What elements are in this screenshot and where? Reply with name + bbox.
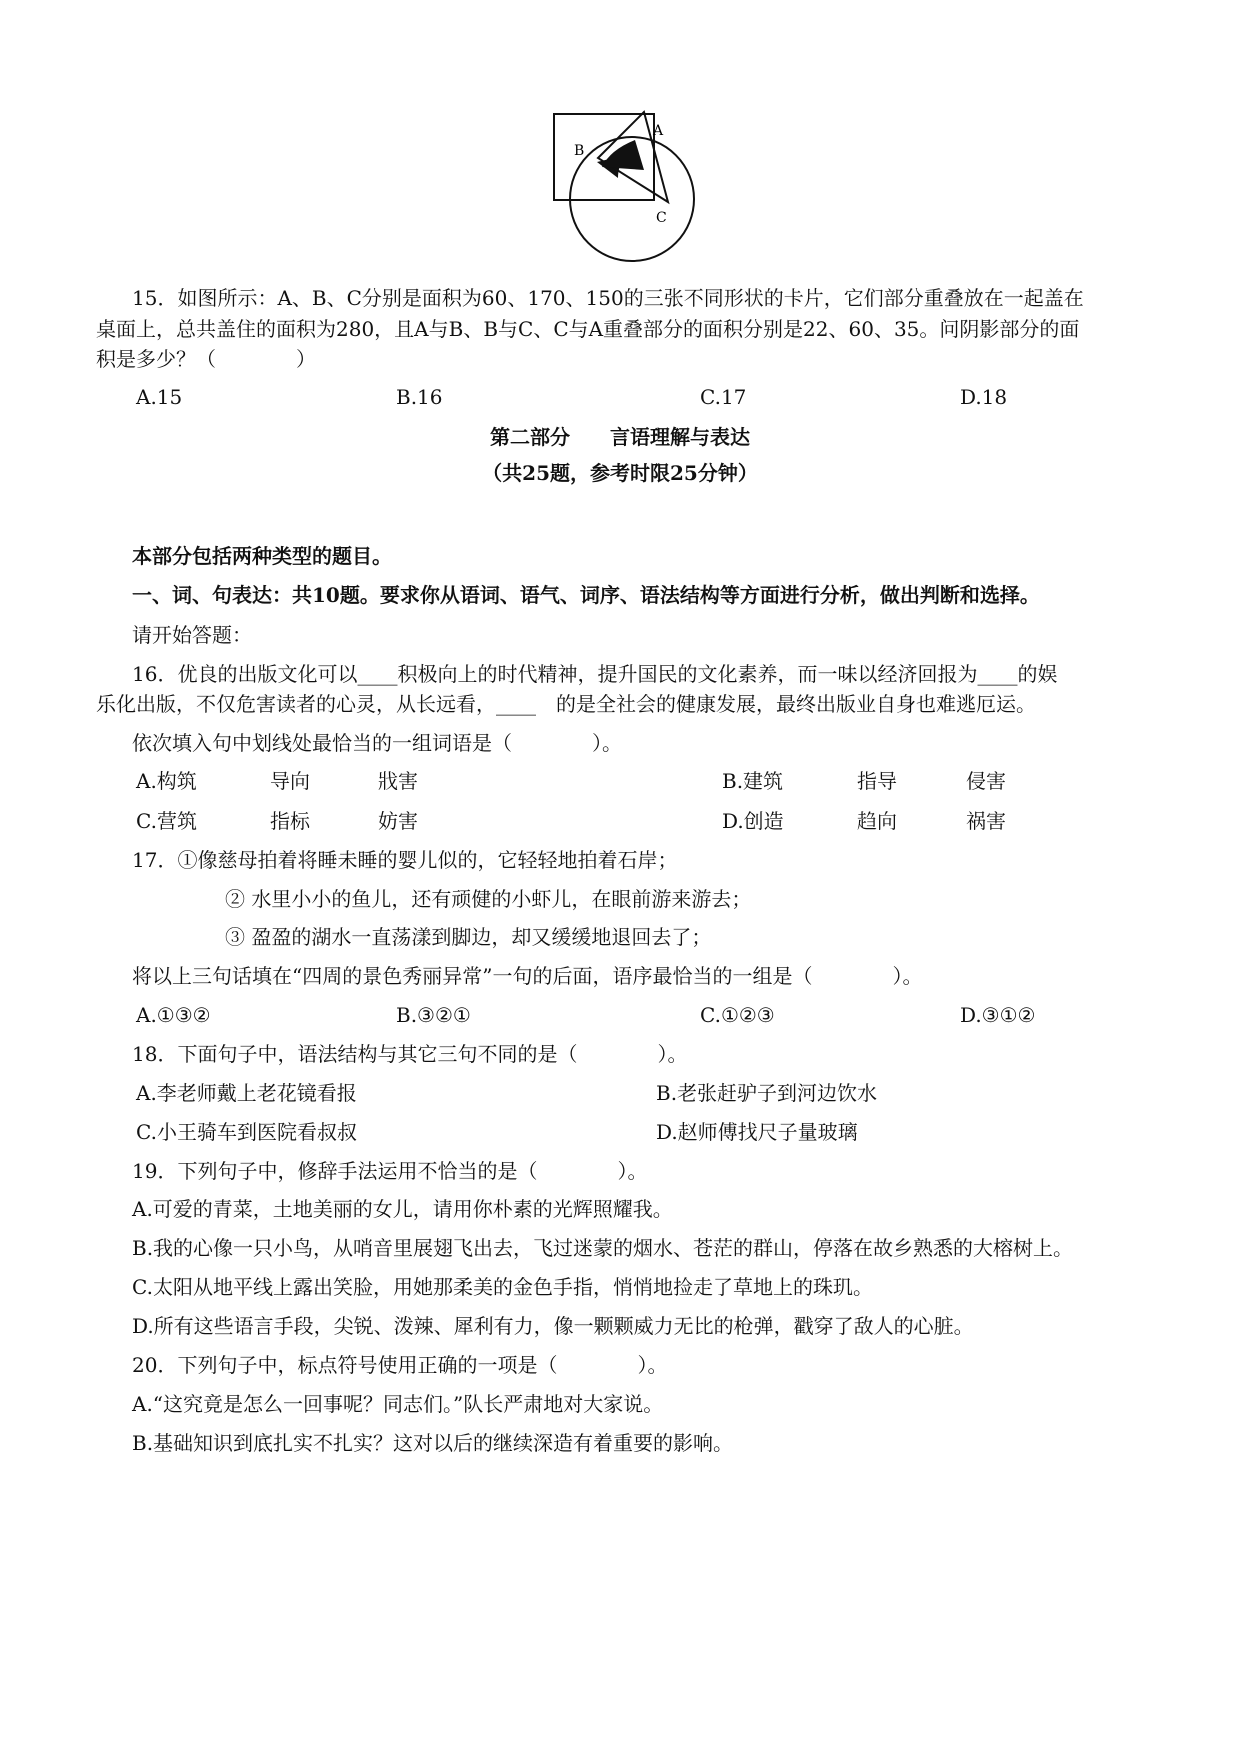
q16-option-d-word2: 趋向 — [857, 809, 897, 833]
q16-option-b-word3: 侵害 — [966, 769, 1006, 793]
start-prompt: 请开始答题： — [132, 623, 252, 647]
q17-option-a: A.①③② — [136, 1003, 211, 1027]
q19-option-b: B.我的心像一只小鸟，从哨音里展翅飞出去，飞过迷蒙的烟水、苍茫的群山，停落在故乡熟悉的大榕树上。 — [132, 1236, 1074, 1260]
q18-option-b: B.老张赶驴子到河边饮水 — [656, 1081, 878, 1105]
q16-line3: 依次填入句中划线处最恰当的一组词语是（ ）。 — [132, 731, 622, 755]
label-b: B — [574, 143, 585, 159]
section-intro: 本部分包括两种类型的题目。 — [132, 544, 392, 568]
q17-option-d: D.③①② — [960, 1003, 1036, 1027]
q16-option-b-word1: B.建筑 — [722, 769, 784, 793]
q19-option-d: D.所有这些语言手段，尖锐、泼辣、犀利有力，像一颗颗威力无比的枪弹，戳穿了敌人的心脏。 — [132, 1314, 974, 1338]
section-title: 第二部分 言语理解与表达 — [490, 425, 750, 449]
q15-option-a: A.15 — [136, 385, 183, 409]
q16-option-a-word2: 导向 — [270, 769, 310, 793]
q18-option-a: A.李老师戴上老花镜看报 — [136, 1081, 357, 1105]
q19-line1: 19．下列句子中，修辞手法运用不恰当的是（ ）。 — [132, 1159, 648, 1183]
q20-option-a: A.“这究竟是怎么一回事呢？同志们。”队长严肃地对大家说。 — [132, 1392, 664, 1416]
q19-option-a: A.可爱的青菜，土地美丽的女儿，请用你朴素的光辉照耀我。 — [132, 1197, 673, 1221]
part1-heading: 一、词、句表达：共10题。要求你从语词、语气、词序、语法结构等方面进行分析，做出判断和选择。 — [132, 583, 1040, 607]
overlap-figure — [540, 110, 740, 270]
q15-line2: 桌面上，总共盖住的面积为280，且A与B、B与C、C与A重叠部分的面积分别是22、60、35。问阴影部分的面 — [96, 317, 1080, 341]
q16-line1: 16．优良的出版文化可以____积极向上的时代精神，提升国民的文化素养，而一味以经济回报为____的娱 — [132, 662, 1058, 686]
q15-option-b: B.16 — [396, 385, 443, 409]
q15-line1: 15．如图所示：A、B、C分别是面积为60、170、150的三张不同形状的卡片，它们部分重叠放在一起盖在 — [132, 286, 1084, 310]
q16-option-c-word1: C.营筑 — [136, 809, 197, 833]
q18-line1: 18．下面句子中，语法结构与其它三句不同的是（ ）。 — [132, 1042, 688, 1066]
q17-line4: 将以上三句话填在“四周的景色秀丽异常”一句的后面，语序最恰当的一组是（ ）。 — [132, 964, 923, 988]
q15-option-d: D.18 — [960, 385, 1008, 409]
q17-option-b: B.③②① — [396, 1003, 471, 1027]
section-subtitle: （共25题，参考时限25分钟） — [482, 461, 758, 485]
q18-option-c: C.小王骑车到医院看叔叔 — [136, 1120, 357, 1144]
q16-option-c-word3: 妨害 — [378, 809, 418, 833]
label-a: A — [653, 123, 664, 139]
q16-option-d-word3: 祸害 — [966, 809, 1006, 833]
label-c: C — [656, 210, 667, 226]
shaded-area — [602, 140, 644, 170]
q16-option-b-word2: 指导 — [857, 769, 897, 793]
q20-option-b: B.基础知识到底扎实不扎实？这对以后的继续深造有着重要的影响。 — [132, 1431, 734, 1455]
q17-option-c: C.①②③ — [700, 1003, 775, 1027]
q17-line3: ③ 盈盈的湖水一直荡漾到脚边，却又缓缓地退回去了； — [225, 925, 712, 949]
q16-option-c-word2: 指标 — [270, 809, 310, 833]
q16-line2: 乐化出版，不仅危害读者的心灵，从长远看，____ 的是全社会的健康发展，最终出版业自身也难逃厄运。 — [96, 692, 1036, 716]
q15-line3: 积是多少？（ ） — [96, 347, 316, 371]
q16-option-d-word1: D.创造 — [722, 809, 784, 833]
q17-line2: ② 水里小小的鱼儿，还有顽健的小虾儿，在眼前游来游去； — [225, 887, 752, 911]
q16-option-a-word1: A.构筑 — [136, 769, 197, 793]
q15-option-c: C.17 — [700, 385, 747, 409]
q17-line1: 17．①像慈母拍着将睡未睡的婴儿似的，它轻轻地拍着石岸； — [132, 848, 678, 872]
q20-line1: 20．下列句子中，标点符号使用正确的一项是（ ）。 — [132, 1353, 668, 1377]
q16-option-a-word3: 戕害 — [378, 769, 418, 793]
q18-option-d: D.赵师傅找尺子量玻璃 — [656, 1120, 858, 1144]
q19-option-c: C.太阳从地平线上露出笑脸，用她那柔美的金色手指，悄悄地捡走了草地上的珠玑。 — [132, 1275, 873, 1299]
